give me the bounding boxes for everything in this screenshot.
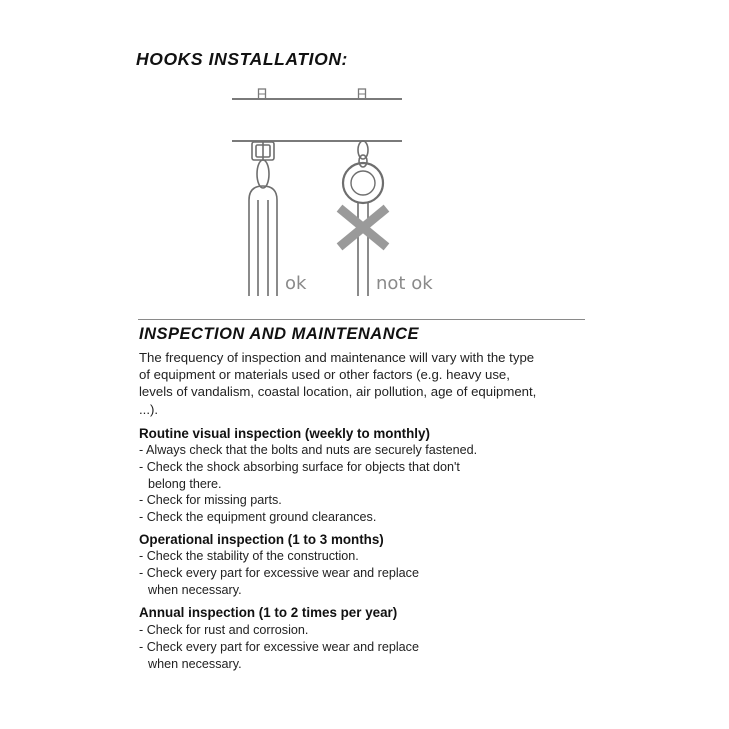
- list-item: - Check every part for excessive wear and replace when necessary.: [139, 565, 419, 597]
- section-divider: [138, 319, 585, 320]
- top-beam: [232, 89, 402, 99]
- ok-hook-assembly: [249, 142, 277, 296]
- routine-inspection-list: [139, 442, 477, 526]
- hooks-installation-title: HOOKS INSTALLATION:: [136, 49, 348, 69]
- hooks-installation-diagram: [0, 0, 729, 320]
- list-item: - Check the equipment ground clearances.: [139, 510, 377, 525]
- list-item: - Check every part for excessive wear and replace when necessary.: [139, 639, 419, 671]
- ok-label: ok: [285, 273, 307, 294]
- inspection-maintenance-title: INSPECTION AND MAINTENANCE: [139, 325, 420, 343]
- annual-inspection-list: [139, 622, 419, 672]
- operational-inspection-heading: Operational inspection (1 to 3 months): [139, 532, 384, 547]
- annual-inspection-heading: Annual inspection (1 to 2 times per year): [139, 605, 398, 620]
- list-item: - Always check that the bolts and nuts are securely fastened.: [139, 443, 478, 457]
- operational-inspection-list: [139, 548, 419, 598]
- intro-line: The frequency of inspection and maintenance will vary with the type: [139, 350, 535, 365]
- not-ok-x-icon: [343, 211, 383, 244]
- list-item: - Check the stability of the construction.: [139, 549, 359, 563]
- intro-paragraph: [139, 349, 591, 418]
- intro-line: levels of vandalism, coastal location, air pollution, age of equipment,: [139, 384, 537, 400]
- intro-line: ...).: [139, 401, 159, 417]
- list-item: - Check for rust and corrosion.: [139, 623, 309, 637]
- not-ok-label: not ok: [376, 273, 433, 294]
- intro-line: of equipment or materials used or other factors (e.g. heavy use,: [139, 367, 510, 383]
- routine-inspection-heading: Routine visual inspection (weekly to monthly): [139, 426, 430, 441]
- list-item: - Check the shock absorbing surface for objects that don't belong there.: [139, 459, 460, 491]
- list-item: - Check for missing parts.: [139, 493, 282, 508]
